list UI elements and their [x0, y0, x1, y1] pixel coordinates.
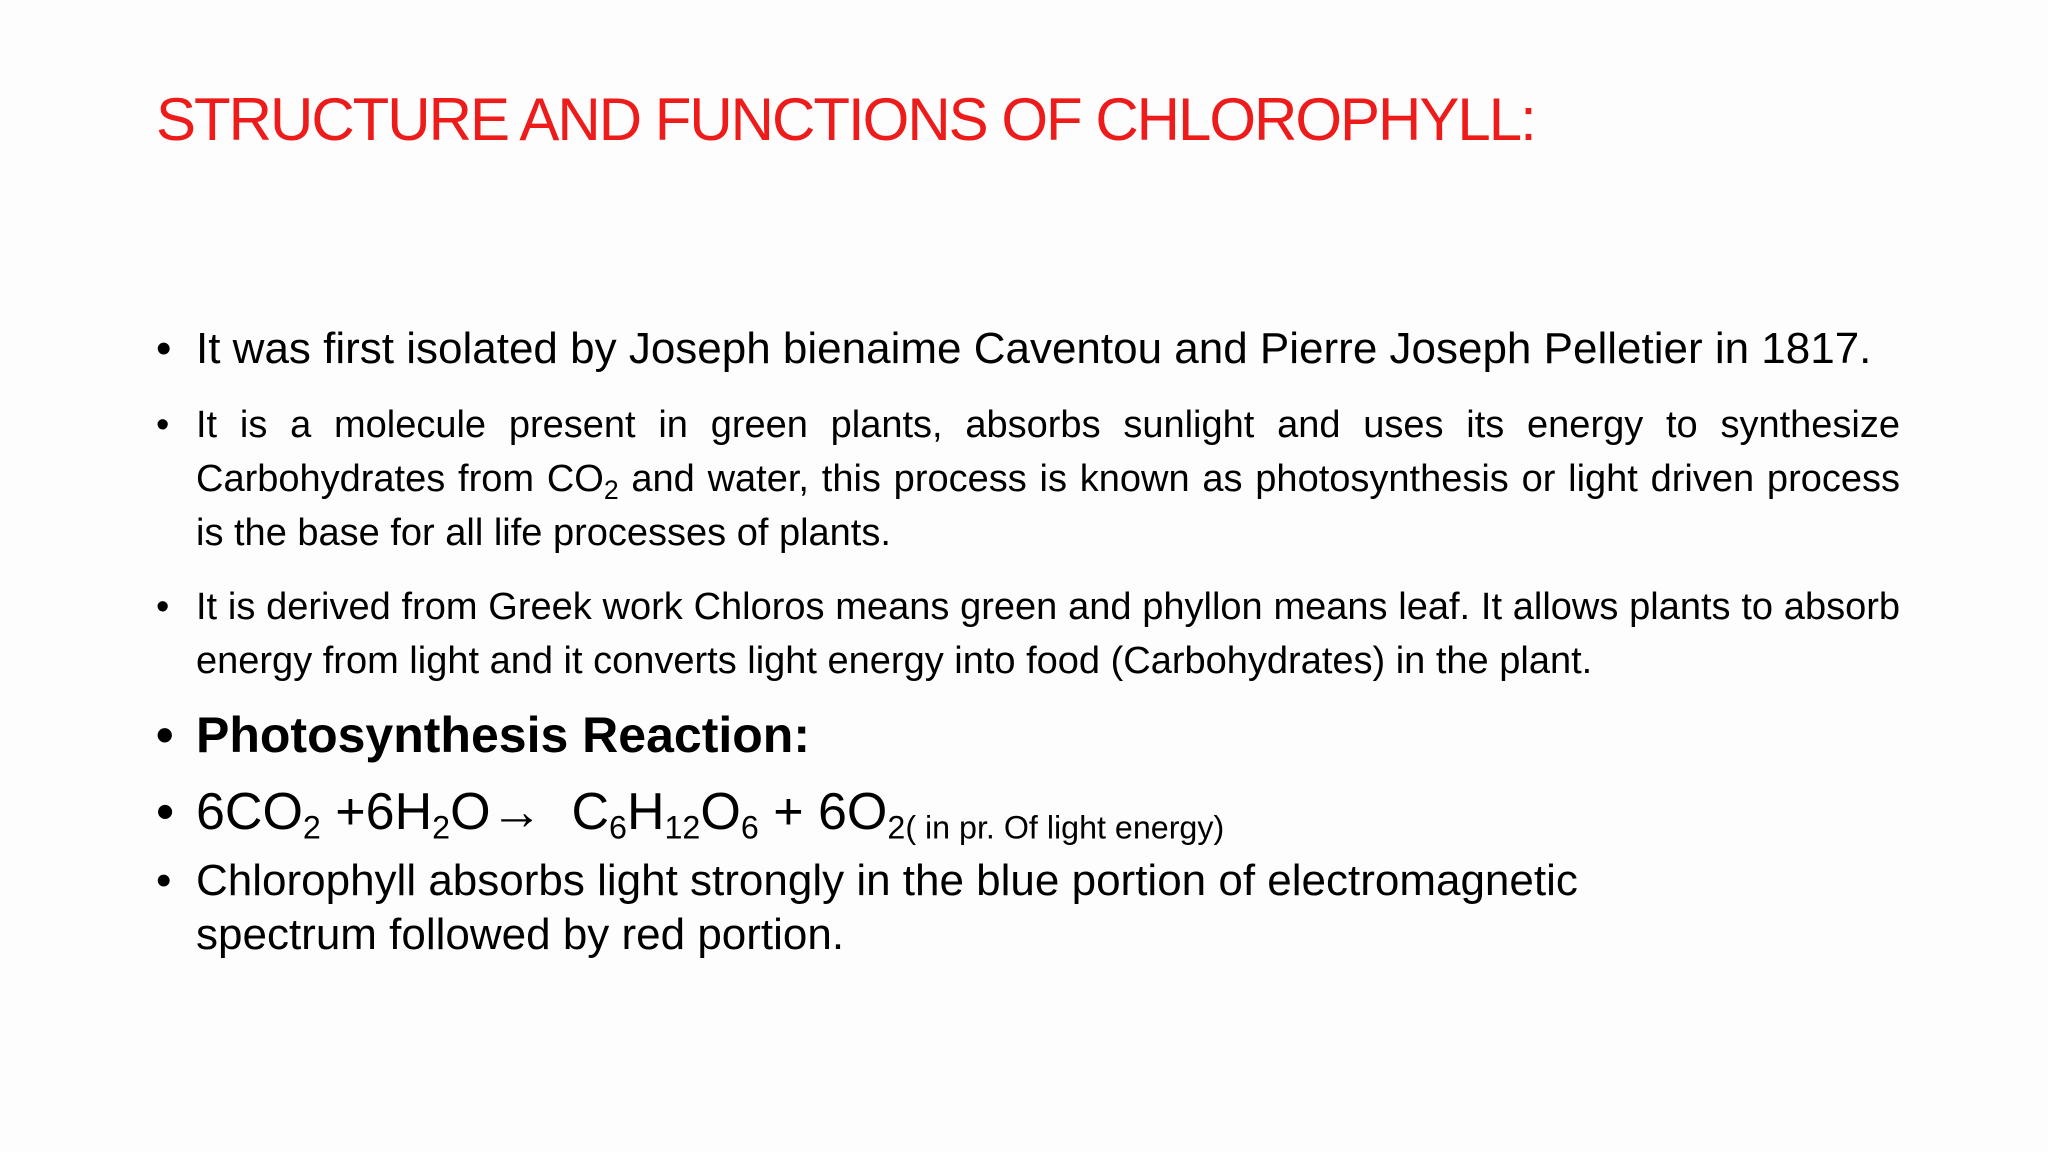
bullet-absorption-spectrum: [156, 854, 1766, 962]
bullet-text: It is a molecule present in green plants, absorbs sunlight and uses its energy to synthesize Carbohydrates from CO: [196, 404, 1900, 500]
bullet-molecule-description: [156, 398, 1900, 560]
equation-term: C: [542, 783, 609, 841]
equation-term: O: [450, 783, 491, 841]
subscript: 2: [603, 474, 619, 505]
bullet-dot: •: [156, 404, 170, 446]
equation-term: O: [700, 783, 741, 841]
bullet-dot: •: [156, 586, 170, 628]
bullet-text: It is derived from Greek work Chloros means green and phyllon means leaf. It allows plants to absorb energy from light and it converts light energy into food (Carbohydrates) in the plant.: [196, 586, 1900, 682]
equation-term: + 6O: [758, 783, 888, 841]
bullet-text: Chlorophyll absorbs light strongly in the blue portion of electromagnetic spectrum followed by red portion.: [196, 856, 1578, 959]
equation-term: 6CO: [196, 783, 303, 841]
slide-title: STRUCTURE AND FUNCTIONS OF CHLOROPHYLL:: [156, 86, 1535, 153]
bullet-isolation-history: [156, 318, 1900, 380]
subscript: 6: [609, 809, 627, 846]
subscript: 2: [302, 809, 321, 846]
reaction-heading: Photosynthesis Reaction:: [196, 707, 810, 763]
bullet-text: It was first isolated by Joseph bienaime Caventou and Pierre Joseph Pelletier in 1817.: [196, 324, 1872, 373]
bullet-list: [156, 318, 1900, 962]
reaction-arrow: →: [490, 783, 543, 841]
bullet-etymology: [156, 580, 1900, 688]
bullet-dot: •: [156, 783, 175, 841]
subscript: 2: [432, 809, 451, 846]
bullet-dot: •: [156, 707, 174, 763]
equation-term: +6H: [320, 783, 433, 841]
subscript: 6: [740, 809, 759, 846]
bullet-dot: •: [156, 324, 172, 373]
subscript: 12: [664, 809, 701, 846]
bullet-text-continued: and water, this process is known as photosynthesis or light driven process is the base for all life processes of plants.: [196, 458, 1900, 554]
bullet-reaction-equation: [156, 776, 1900, 848]
equation-term: H: [626, 783, 665, 841]
bullet-dot: •: [156, 856, 172, 905]
bullet-reaction-heading: [156, 700, 1900, 770]
subscript-note: 2( in pr. Of light energy): [887, 809, 1225, 846]
